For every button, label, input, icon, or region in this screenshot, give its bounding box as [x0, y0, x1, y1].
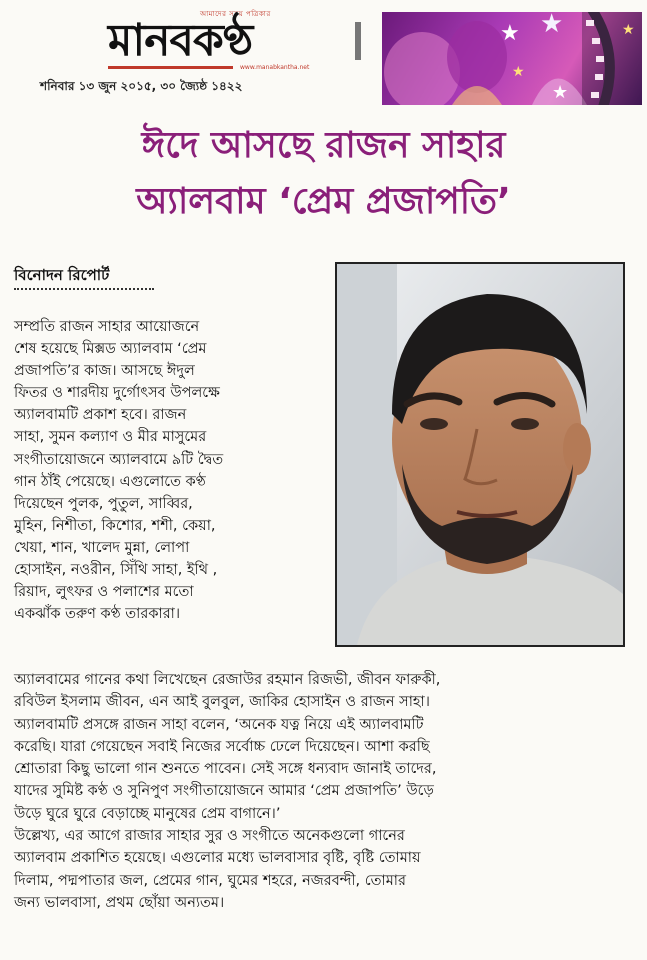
portrait-photo	[335, 262, 625, 647]
body-line: প্রজাপতি’র কাজ। আসছে ঈদুল	[14, 363, 195, 380]
masthead	[0, 0, 647, 110]
body-line: মুহিন, নিশীতা, কিশোর, শশী, কেয়া,	[14, 517, 216, 534]
logo-underline	[108, 66, 233, 69]
byline: বিনোদন রিপোর্ট	[14, 266, 110, 284]
body-line: শ্রোতারা কিছু ভালো গান শুনতে পাবেন। সেই সঙ্গে ধন্যবাদ জানাই তাদের,	[14, 761, 437, 778]
headline-line-1: ঈদে আসছে রাজন সাহার	[141, 125, 506, 166]
star-icon: ★	[540, 12, 564, 39]
body-line: যাদের সুমিষ্ট কণ্ঠ ও সুনিপুণ সংগীতায়োজনে আমার ‘প্রেম প্রজাপতি’ উড়ে	[14, 783, 434, 800]
body-line: সাহা, সুমন কল্যাণ ও মীর মাসুমের	[14, 429, 207, 446]
star-icon: ★	[500, 21, 520, 46]
article-body-narrow	[14, 316, 326, 625]
star-icon: ★	[512, 64, 525, 80]
article-body-full	[14, 669, 634, 914]
body-line: উড়ে ঘুরে ঘুরে বেড়াচ্ছে মানুষের প্রেম বাগানে।’	[14, 805, 281, 822]
body-line: দিলাম, পদ্মপাতার জল, প্রেমের গান, ঘুমের শহরে, নজরবন্দী, তোমার	[14, 872, 406, 889]
body-line: উল্লেখ্য, এর আগে রাজার সাহার সুর ও সংগীতে অনেকগুলো গানের	[14, 828, 405, 845]
body-line: রিয়াদ, লুৎফর ও পলাশের মতো	[14, 584, 194, 601]
body-line: অ্যালবাম প্রকাশিত হয়েছে। এগুলোর মধ্যে ভালবাসার বৃষ্টি, বৃষ্টি তোমায়	[14, 850, 421, 867]
logo-tagline: আমাদের সময় পত্রিকার	[200, 10, 271, 18]
body-line: খেয়া, শান, খালেদ মুন্না, লোপা	[14, 539, 190, 556]
body-line: সম্প্রতি রাজন সাহার আয়োজনে	[14, 319, 200, 335]
body-line: জন্য ভালবাসা, প্রথম ছোঁয়া অন্যতম।	[14, 894, 225, 911]
logo-url: www.manabkantha.net	[240, 64, 310, 71]
body-line: গান ঠাঁই পেয়েছে। এগুলোতে কণ্ঠ	[14, 473, 206, 490]
portrait-photo-icon	[337, 264, 623, 645]
body-line: করেছি। যারা গেয়েছেন সবাই নিজের সর্বোচ্চ ঢেলে দিয়েছেন। আশা করছি	[14, 738, 430, 755]
star-icon: ★	[622, 22, 635, 38]
star-icon: ★	[552, 82, 569, 103]
body-line: ফিতর ও শারদীয় দুর্গোৎসব উপলক্ষে	[14, 385, 220, 402]
body-line: দিয়েছেন পুলক, পুতুল, সাব্বির,	[14, 495, 193, 512]
byline-rule	[14, 288, 154, 290]
film-banner-graphic	[382, 12, 642, 105]
newspaper-logo: মানবকণ্ঠ	[108, 15, 253, 66]
headline	[0, 118, 647, 230]
masthead-divider	[355, 22, 361, 60]
body-line: শেষ হয়েছে মিক্সড অ্যালবাম ‘প্রেম	[14, 341, 207, 358]
headline-line-2: অ্যালবাম ‘প্রেম প্রজাপতি’	[136, 181, 511, 222]
body-line: রবিউল ইসলাম জীবন, এন আই বুলবুল, জাকির হোসাইন ও রাজন সাহা।	[14, 694, 430, 711]
body-line: অ্যালবামের গানের কথা লিখেছেন রেজাউর রহমান রিজভী, জীবন ফারুকী,	[14, 672, 441, 688]
film-banner-image	[382, 12, 642, 105]
body-line: অ্যালবামটি প্রসঙ্গে রাজন সাহা বলেন, ‘অনেক যত্ন নিয়ে এই অ্যালবামটি	[14, 716, 424, 733]
dateline: শনিবার ১৩ জুন ২০১৫, ৩০ জ্যৈষ্ঠ ১৪২২	[40, 79, 243, 93]
body-line: হোসাইন, নওরীন, সিঁথি সাহা, ইথি ,	[14, 562, 218, 579]
body-line: অ্যালবামটি প্রকাশ হবে। রাজন	[14, 407, 187, 424]
body-line: সংগীতায়োজনে অ্যালবামে ৯টি দ্বৈত	[14, 451, 224, 468]
body-line: একঝাঁক তরুণ কণ্ঠ তারকারা।	[14, 606, 181, 623]
